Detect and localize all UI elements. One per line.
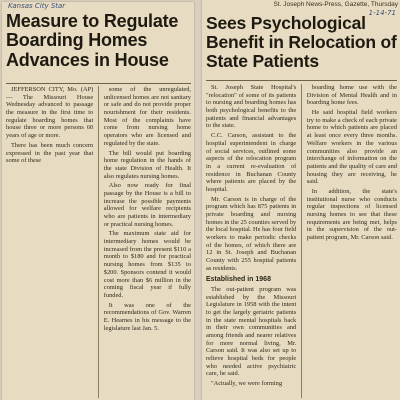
- paragraph: Mr. Carson is in charge of the program which has 875 patients in private boarding and nursing homes in the 25 counties served by the local hospital. He has four field workers to make periodic checks of the homes, of which there are 12 in St. Joseph and Buchanan County with 255 hospital patients as residents.: [206, 195, 297, 272]
- left-article-body: [6, 86, 191, 398]
- right-column-2: [307, 84, 397, 398]
- paragraph: The maximum state aid for intermediary homes would be increased from the present $110 a month to $180 and for practical nursing homes from $135 to $200. Sponsors contend it would cost more than $6 million in the coming fiscal year if fully funded.: [103, 230, 191, 299]
- paragraph: some of the unregulated, unlicensed homes are not sanitary or safe and do not provide proper nourishment for their residents. Most of the complaints have come from nursing home operators who are licensed and regulated by the state.: [103, 86, 191, 147]
- paragraph: There has been much concern expressed in the past year that some of these: [6, 141, 94, 165]
- left-column-1: [6, 86, 93, 398]
- masthead-line: St. Joseph News-Press, Gazette, Thursday: [273, 1, 398, 8]
- paragraph: Also now ready for final passage by the House is a bill to increase the possible payments allowed for welfare recipients who are patients in intermediary or practical nursing homes.: [103, 182, 191, 228]
- paragraph: C.C. Carson, assistant to the hospital superintendent in charge of social services, outlined some aspects of the relocation program in a current re-evaluation of residence in Buchanan County where patients are placed by the hospital.: [206, 132, 297, 193]
- column-divider: [98, 86, 99, 398]
- column-divider: [301, 84, 302, 398]
- right-column-1: [206, 84, 296, 398]
- paragraph: St. Joseph State Hospital's "relocation" of some of its patients to nursing and boarding homes has both psychological benefits to the patients and financial advantages to the state.: [206, 84, 297, 130]
- left-headline: Measure to Regulate Boarding Homes Advances in House: [6, 11, 179, 70]
- paragraph: "Actually, we were forming: [211, 380, 283, 388]
- paragraph: JEFFERSON CITY, Mo. (AP) — The Missouri House Wednesday advanced to passage the measure in the first time to regulate boarding homes that house three or more persons 60 years of age or more.: [6, 86, 94, 140]
- paragraph: He said hospital field workers try to make a check of each private home to which patients are placed at least once every three months. Welfare workers in the various communities also provide an interchange of information on the patients and the quality of care and housing they are receiving, he said.: [306, 109, 397, 186]
- left-headline-rule: [6, 83, 191, 84]
- right-headline-rule: [206, 80, 397, 81]
- paragraph: boarding home use with the Division of Mental Health and in boarding home fees.: [306, 84, 397, 107]
- right-article-body: [206, 84, 397, 398]
- handwritten-date-note: 1-14-71: [368, 9, 396, 17]
- paragraph: It was one of the recommendations of Gov. Warren E. Hearnes in his message to the legislature last Jan. 5.: [103, 301, 191, 332]
- right-headline: Sees Psychological Benefit in Relocation of State Patients: [206, 13, 397, 71]
- paragraph: In addition, the state's institutional nurse who conducts regular inspections of licensed nursing homes to see that these requirements are being met, helps in the supervision of the out-patient program, Mr. Carson said.: [306, 187, 397, 242]
- paragraph: The bill would put boarding home regulation in the hands of the state Division of Health. It also regulates nursing homes.: [103, 149, 191, 180]
- subhead: Established in 1968: [206, 275, 271, 283]
- left-newspaper-clipping: [2, 2, 194, 400]
- paragraph: The out-patient program was established by the Missouri Legislature in 1958 with the intent to get the largely geriatric patients in the state mental hospitals back in their own communities and among friends and nearer relatives for more normal living, Mr. Carson said. It was also set up to relieve hospital beds for people who needed active psychiatric care, he said.: [206, 285, 297, 378]
- left-column-2: [104, 86, 191, 398]
- right-newspaper-clipping: [202, 0, 400, 400]
- handwritten-source-note: Kansas City Star: [8, 2, 66, 10]
